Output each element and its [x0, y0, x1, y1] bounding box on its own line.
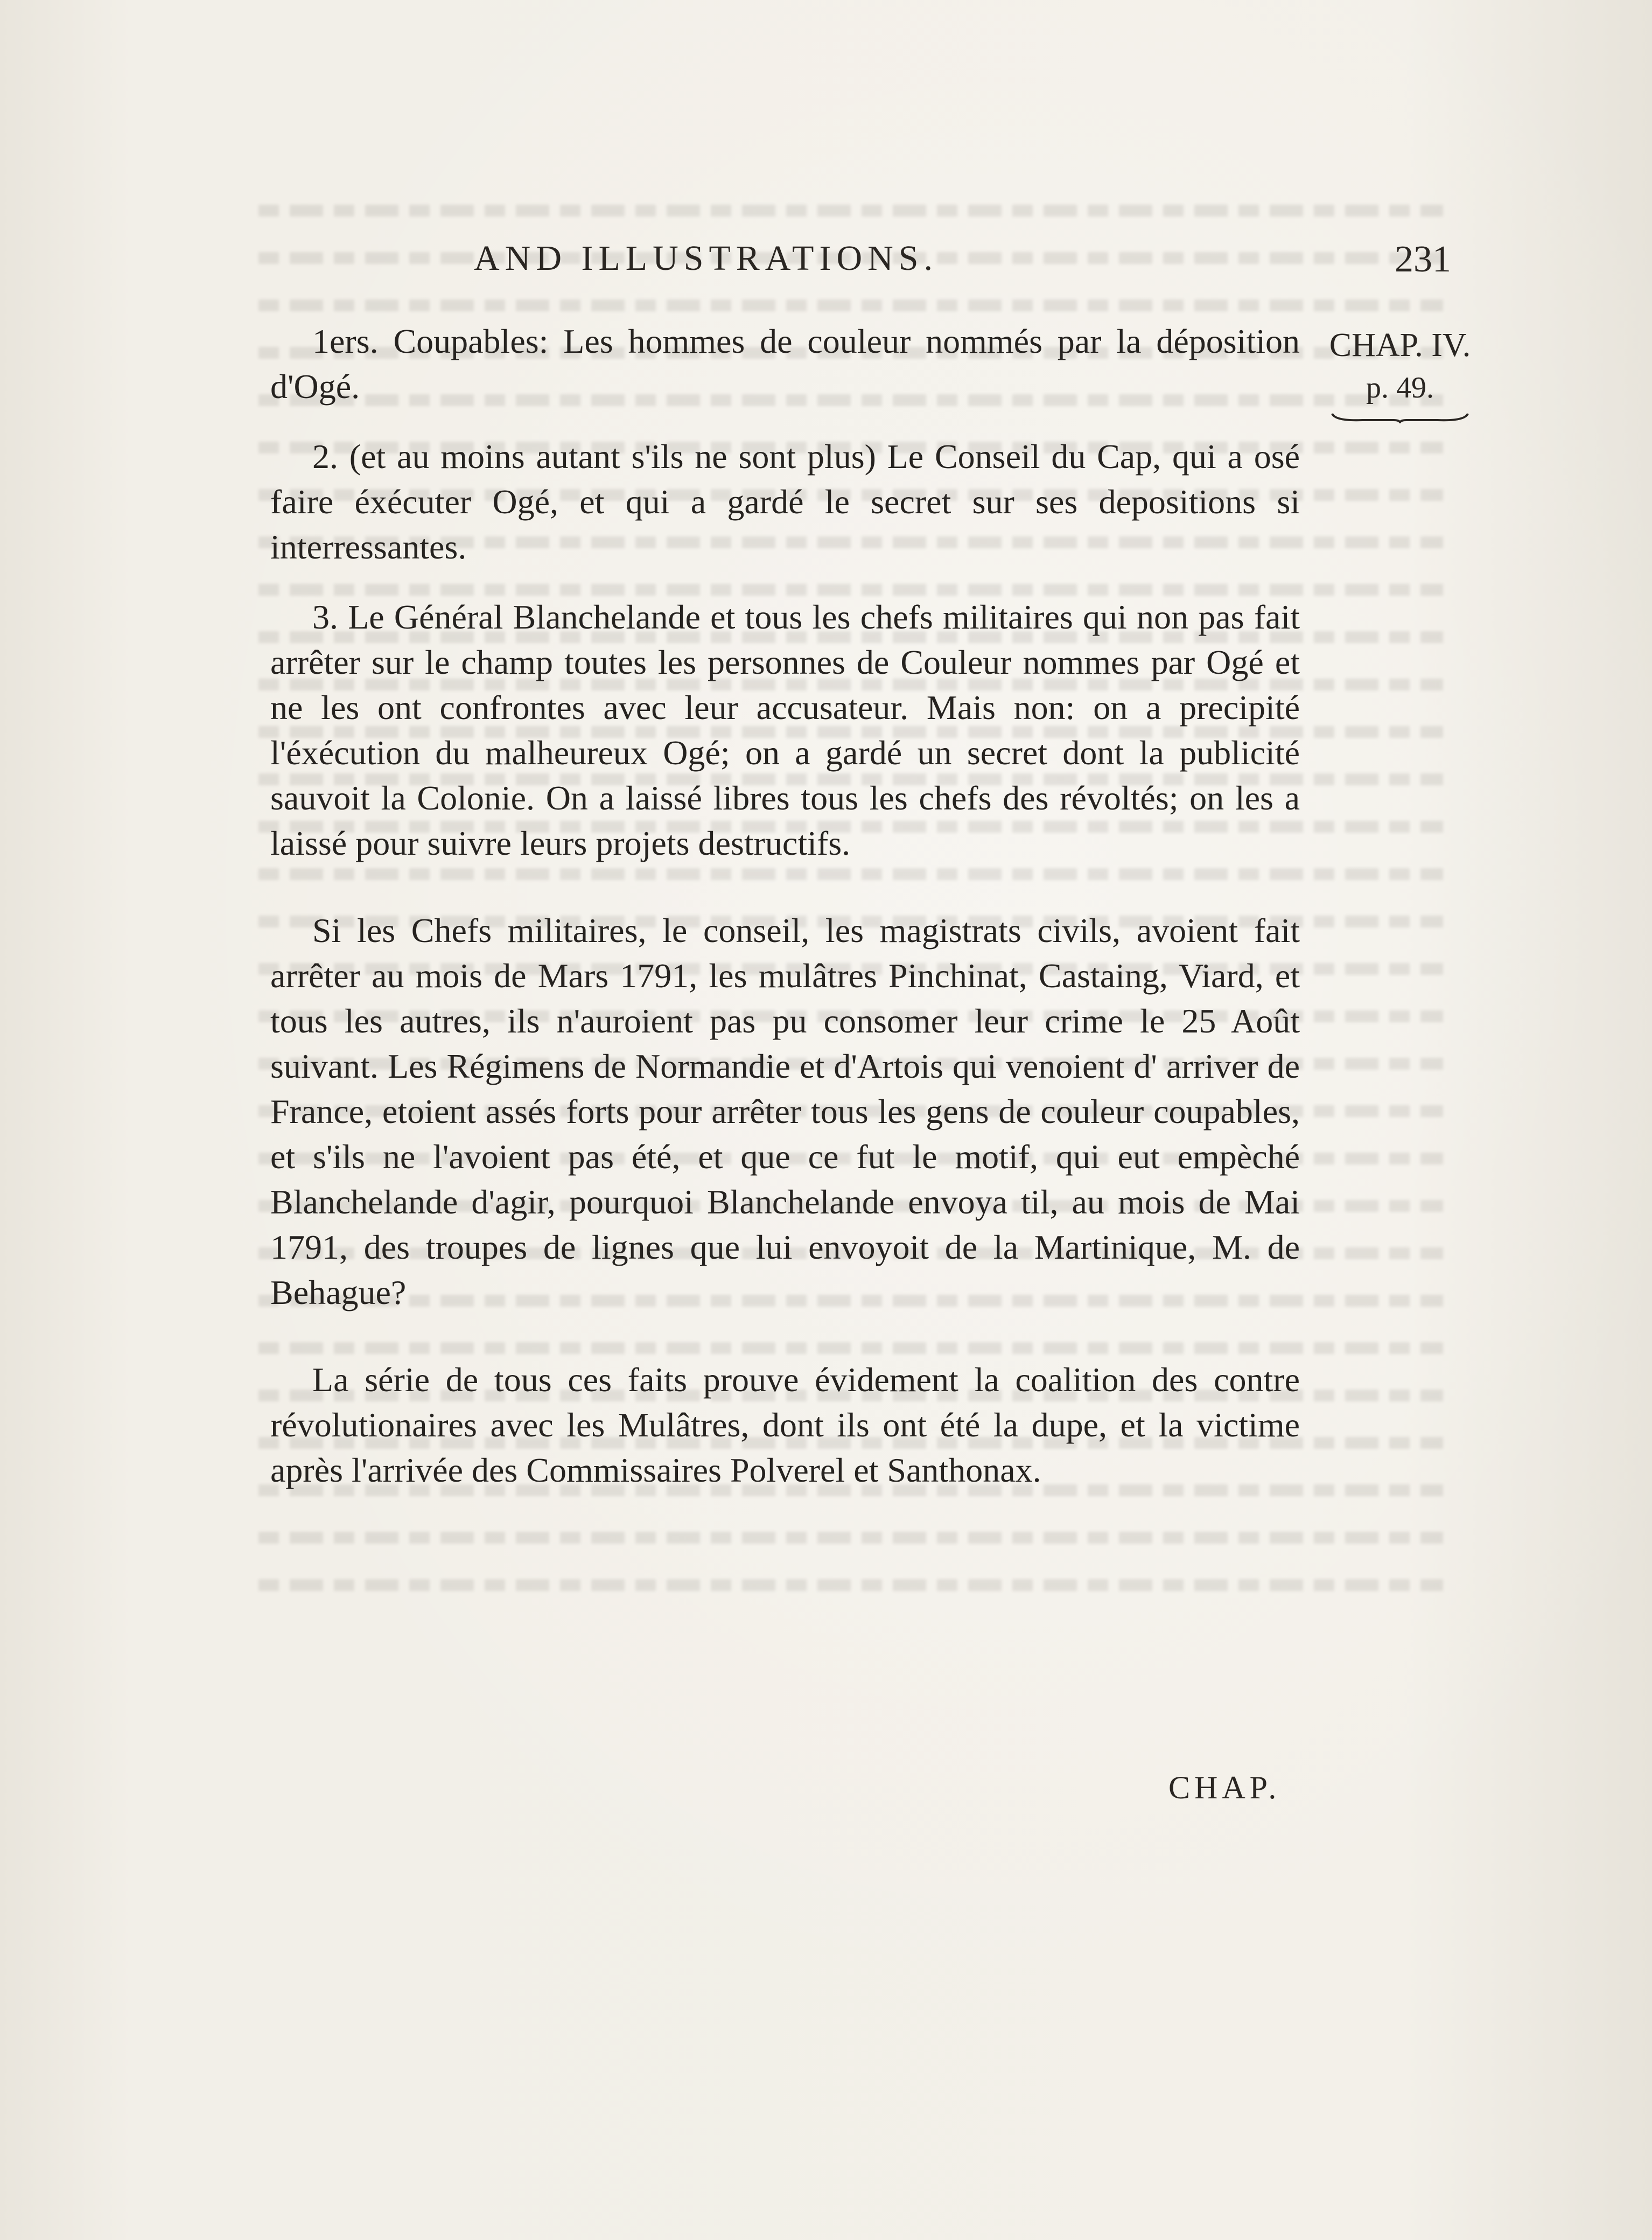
body-text: [270, 319, 1300, 1493]
catchword: CHAP.: [1168, 1770, 1281, 1805]
margin-chapter-ref: CHAP. IV.: [1329, 327, 1471, 364]
margin-brace-icon: [1330, 410, 1470, 423]
page-number: 231: [1395, 239, 1451, 280]
paragraph-5: La série de tous ces faits prouve évidement la coalition des contre révolutionaires avec les Mulâtres, dont ils ont été la dupe, et la victime après l'arrivée des Commissaires Polverel et Santhonax.: [270, 1360, 1300, 1489]
paragraph-1: 1ers. Coupables: Les hommes de couleur nommés par la déposition d'Ogé.: [270, 322, 1300, 406]
paragraph-2: 2. (et au moins autant s'ils ne sont plus) Le Conseil du Cap, qui a osé faire éxécuter Ogé, et qui a gardé le secret sur ses depositions si interressantes.: [270, 437, 1300, 566]
paragraph-4: Si les Chefs militaires, le conseil, les magistrats civils, avoient fait arrêter au mois de Mars 1791, les mulâtres Pinchinat, Castaing, Viard, et tous les autres, ils n'auroient pas pu consomer leur crime le 25 Août suivant. Les Régimens de Normandie et d'Artois qui venoient d' arriver de France, etoient assés forts pour arrêter tous les gens de couleur coupables, et s'ils ne l'avoient pas été, et que ce fut le motif, qui eut empèché Blanchelande d'agir, pourquoi Blanchelande envoya til, au mois de Mai 1791, des troupes de lignes que lui envoyoit de la Martinique, M. de Behague?: [270, 911, 1300, 1311]
page-header: [0, 238, 1652, 287]
running-head: AND ILLUSTRATIONS.: [474, 239, 938, 278]
margin-page-ref: p. 49.: [1366, 371, 1434, 404]
margin-note: [1317, 323, 1483, 426]
paragraph-3: 3. Le Général Blanchelande et tous les chefs militaires qui non pas fait arrêter sur le champ toutes les personnes de Couleur nommes par Ogé et ne les ont confrontes avec leur accusateur. Mais non: on a precipité l'éxécution du malheureux Ogé; on a gardé un secret dont la publicité sauvoit la Colonie. On a laissé libres tous les chefs des révoltés; on les a laissé pour suivre leurs projets destructifs.: [270, 598, 1300, 862]
